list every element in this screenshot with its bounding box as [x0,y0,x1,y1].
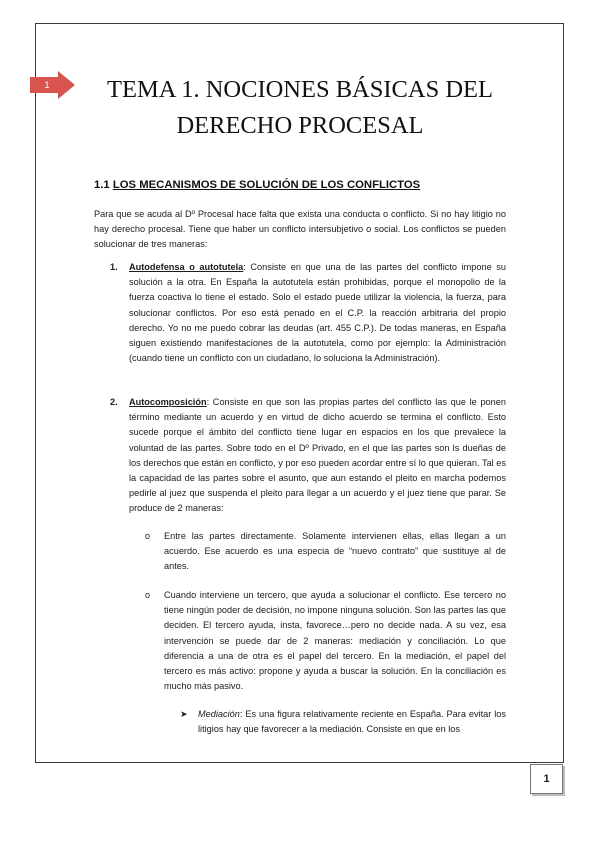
numbered-item [110,260,506,366]
section-number: 1.1 [94,179,110,191]
intro-paragraph: Para que se acuda al Dº Procesal hace falta que exista una conducta o conflicto. Si no hay litigio no hay derecho procesal. Tiene que haber un conflicto intersubjetivo o social. Los conflictos se pueden solucionar de tres maneras: [94,209,506,250]
section-title: LOS MECANISMOS DE SOLUCIÓN DE LOS CONFLICTOS [112,179,421,191]
page-number: 1 [530,764,563,794]
circle-bullet-icon: o [145,590,151,600]
bullet-text: Entre las partes directamente. Solamente intervienen ellas, ellas llegan a un acuerdo. Ese acuerdo es una especia de “nuevo contrato” que sustituye al de antes. [164,531,506,572]
title-line: TEMA 1. NOCIONES BÁSICAS DEL [107,76,493,103]
title-line: DERECHO PROCESAL [176,112,424,139]
sub-bullet-lead: Mediación [198,709,240,719]
numbered-item [110,395,506,517]
item-text: : Consiste en que son las propias partes del conflicto las que le ponen término mediante un acuerdo y en virtud de dicho acuerdo se termina el conflicto. Esto sucede porque el ámbito del conflicto tiene lugar en espacios en los que prevalece la voluntad de las partes. Sobre todo en el Dº Privado, en el que las partes son ls dueñas de los derechos que están en conflicto, y por eso pueden acordar entre sí lo que quieran. Tal es la capacidad de las partes sobre el asunto, que aun estando el pleito en marcha podemos pedirle al juez que suspenda el pleito para llegar a un acuerdo y el juez tiene que parar. Se produce de 2 maneras: [129,397,506,514]
item-text: : Consiste en que una de las partes del conflicto impone su solución a la otra. En España la autotutela están prohibidas, porque el monopolio de la fuerza coactiva lo tiene el estado. Solo el estado puede utilizar la violencia, la fuerza, para solucionar conflictos. Por eso está penado en el C.P. la reacción arbitraria del propio derecho. Yo no me puedo cobrar las deudas (art. 455 C.P.). De todas maneras, en España siguen existiendo manifestaciones de la autotutela, como por ejemplo: la Administración (cuando tiene un conflicto con un ciudadano, lo soluciona la Administración). [129,262,506,364]
item-number: 2. [110,397,118,407]
arrowhead-bullet-icon: ➤ [180,709,188,719]
sub-bullet-text: : Es una figura relativamente reciente en España. Para evitar los litigios hay que favorecer a la mediación. Consiste en que en los [198,709,506,735]
item-lead: Autocomposición [129,397,207,407]
item-lead: Autodefensa o autotutela [129,262,244,272]
section-heading [94,179,534,191]
circle-bullet-icon: o [145,531,151,541]
sub-bullet-item [180,707,506,737]
bullet-item [145,588,506,694]
item-number: 1. [110,262,118,272]
page-marker-number: 1 [44,80,50,90]
bullet-text: Cuando interviene un tercero, que ayuda a solucionar el conflicto. Ese tercero no tiene ningún poder de decisión, no impone ninguna solución. Son las partes las que deciden. El tercero ayuda, insta, favorece…pero no decide nada. A su vez, esa intervención se puede dar de 2 maneras: mediación y conciliación. Lo que diferencia a una de otra es el papel del tercero. En la mediación, el papel del tercero es más activo: propone y ayuda a buscar la solución. En la conciliación es mucho más pasivo. [164,590,506,692]
bullet-item [145,529,506,575]
document-title [60,72,540,144]
